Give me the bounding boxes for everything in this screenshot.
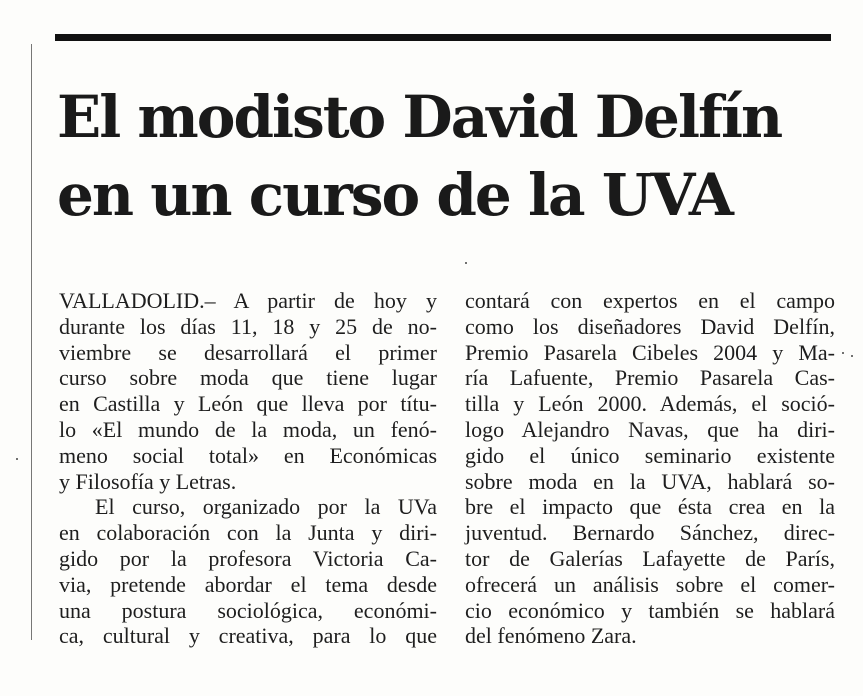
text-line: durante los días 11, 18 y 25 de no- — [59, 313, 437, 339]
text-line: Premio Pasarela Cibeles 2004 y Ma- — [465, 339, 835, 365]
text-line: logo Alejandro Navas, que ha diri- — [465, 416, 835, 442]
scan-edge-line — [31, 44, 32, 640]
scan-speck — [842, 352, 844, 354]
text-line: como los diseñadores David Delfín, — [465, 313, 835, 339]
text-line: cio económico y también se hablará — [465, 597, 835, 623]
text-line: VALLADOLID.– A partir de hoy y — [59, 288, 437, 313]
text-line: ofrecerá un análisis sobre el comer- — [465, 571, 835, 597]
text-line: ría Lafuente, Premio Pasarela Cas- — [465, 365, 835, 391]
scan-speck — [16, 458, 18, 460]
text-line: tilla y León 2000. Además, el soció- — [465, 391, 835, 417]
text-line: una postura sociológica, económi- — [59, 597, 437, 623]
scan-speck — [851, 355, 853, 357]
text-line: del fenómeno Zara. — [465, 623, 637, 649]
text-line: bre el impacto que ésta crea en la — [465, 494, 835, 520]
text-line: viembre se desarrollará el primer — [59, 339, 437, 365]
text-line: contará con expertos en el campo — [465, 288, 835, 313]
text-line: meno social total» en Económicas — [59, 442, 437, 468]
text-line: via, pretende abordar el tema desde — [59, 571, 437, 597]
text-line: sobre moda en la UVA, hablará so- — [465, 468, 835, 494]
article-headline — [57, 78, 847, 234]
text-line: El curso, organizado por la UVa — [95, 494, 437, 520]
scan-speck — [465, 262, 467, 264]
top-rule — [55, 34, 831, 41]
text-line: ca, cultural y creativa, para lo que — [59, 623, 437, 649]
article-column-left — [59, 288, 437, 649]
text-line: en colaboración con la Junta y diri- — [59, 520, 437, 546]
text-line: gido el único seminario existente — [465, 442, 835, 468]
text-line: lo «El mundo de la moda, un fenó- — [59, 416, 437, 442]
text-line: y Filosofía y Letras. — [59, 468, 237, 494]
headline-line: El modisto David Delfín — [57, 83, 782, 151]
article-column-right — [465, 288, 835, 649]
text-line: tor de Galerías Lafayette de París, — [465, 545, 835, 571]
text-line: en Castilla y León que lleva por títu- — [59, 391, 437, 417]
text-line: curso sobre moda que tiene lugar — [59, 365, 437, 391]
text-line: juventud. Bernardo Sánchez, direc- — [465, 520, 835, 546]
text-line: gido por la profesora Victoria Ca- — [59, 545, 437, 571]
headline-line: en un curso de la UVA — [57, 161, 732, 229]
